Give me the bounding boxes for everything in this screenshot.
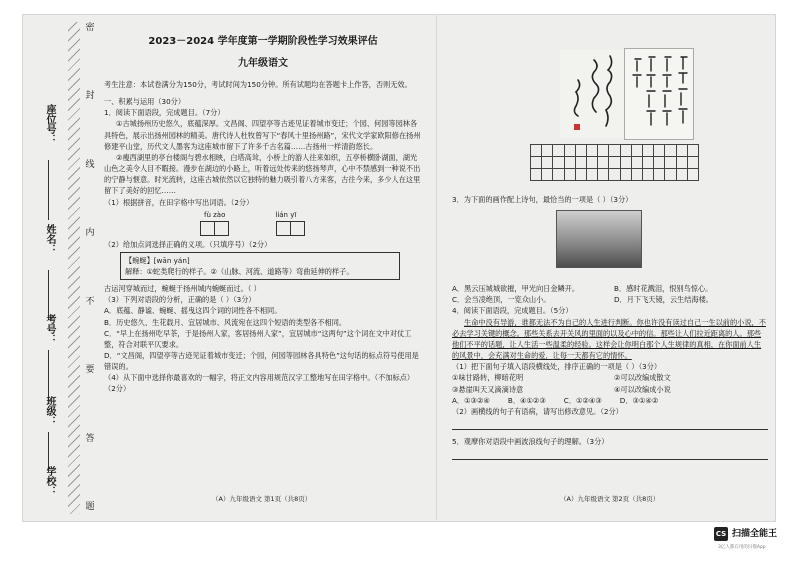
page-one (104, 34, 422, 395)
question-1-2-line: 古运河穿城而过，蜿蜒于扬州城内蜿蜒而过。（ ） (104, 284, 261, 294)
answer-line[interactable] (452, 417, 768, 430)
seal-char: 线 (85, 159, 95, 170)
q4-sentence-4: ④可以改编成小说 (614, 384, 671, 394)
question-5: 5．观摩你对语段中画波浪线句子的理解。（3分） (452, 437, 609, 447)
question-1-2: （2）给加点词选择正确的义项。（只填序号）（2分） (104, 239, 272, 249)
seal-char: 密 (85, 23, 95, 33)
dict-definition: 解释：①蛇类爬行的样子。②（山脉、河流、道路等）弯曲延伸的样子。 (125, 266, 354, 276)
school-label: 学校： (44, 466, 55, 496)
camscanner-name: 扫描全能王 (732, 529, 778, 539)
q4-option-a: A．①③②④ (452, 395, 490, 405)
camscanner-tagline: 3亿人都在用的扫描App (718, 545, 766, 550)
q4-option-c: C．①②④③ (563, 395, 602, 405)
pinyin-b: lián yī (275, 210, 297, 219)
name-line (48, 270, 49, 320)
option-d: D．“文昌阁，四望亭等古迹见证着城市变迁；个园，何园等园林各具特色”这句话的标点符号使用是错误的。 (104, 350, 419, 372)
box-pair-a[interactable] (200, 221, 228, 236)
seal-char: 答 (85, 433, 95, 444)
passage-para-2: ②瘦西湖里的亭台楼阁与碧水相映，白塔高耸，小桥上的游人往来如织，五亭桥横卧湖面，湖光山色之美令人目不暇接。漫步在湖边的小路上，听着远处传来的悠扬琴声，心中不禁感到一种说不出的宁静与惬意。时光流转，这座古城依然以它独特的魅力吸引着八方来客，古往今来，多少人在这里留下了美好的回忆…… (104, 152, 421, 196)
page-one-footer: （A）九年级语文 第1页（共8页） (212, 495, 312, 503)
dictionary-box (120, 252, 400, 280)
pinyin-row (204, 210, 422, 221)
answer-line[interactable] (452, 447, 768, 460)
q4-sentences (452, 372, 768, 394)
writing-grid[interactable] (530, 144, 698, 188)
name-label: 姓名： (44, 224, 55, 254)
box-pair-b[interactable] (276, 221, 304, 236)
exam-title: 2023－2024 学年度第一学期阶段性学习效果评估 (148, 36, 378, 47)
dict-entry: 【蜿蜒】[wān yán] (125, 255, 190, 265)
calligraphy-sample-a (560, 50, 624, 138)
question-3-options (452, 283, 768, 305)
q4-option-d: D．③①④② (619, 395, 659, 405)
seal-char: 题 (85, 501, 95, 512)
question-4-2: （2）画横线的句子有语病，请写出修改意见。（2分） (452, 406, 623, 416)
calligraphy-sample-b (624, 48, 694, 140)
q4-sentence-1: ①味甘路转，柳暗花明 (452, 373, 524, 383)
question-3: 3．为下面的画作配上诗句，最恰当的一项是（ ）（3分） (452, 195, 633, 204)
question-1-1: （1）根据拼音，在田字格中写出词语。（2分） (104, 197, 254, 207)
page-fold (436, 14, 438, 520)
seat-line (48, 160, 49, 220)
seal-char: 要 (85, 365, 95, 376)
seat-label: 座位号： (44, 104, 55, 144)
q4-option-b: B．④①②③ (507, 395, 546, 405)
question-1-3: （3）下列对语段的分析，正确的是（ ）（3分） (104, 295, 256, 305)
q3-option-c: C．会当凌绝顶，一览众山小。 (452, 295, 551, 305)
question-1: 1．阅读下面语段，完成题目。（7分） (104, 108, 225, 118)
page-two-footer: （A）九年级语文 第2页（共8页） (560, 495, 660, 503)
exam-subject: 九年级语文 (238, 57, 288, 69)
q3-option-d: D．月下飞天镜，云生结海楼。 (614, 295, 713, 305)
seal-char: 封 (85, 91, 95, 102)
camscanner-logo: CS (714, 527, 728, 541)
passage-para-1: ①古城扬州历史悠久，底蕴深厚。文昌阁、四望亭等古迹见证着城市变迁；个园、何园等园林各具特色，展示出扬州园林的精美。唐代诗人杜牧曾写下“春风十里扬州路”，宋代文学家欧阳修在扬州修建平山堂，历代文人墨客为这座城市留下了许多千古名篇……古扬州一样清韵悠长。 (104, 119, 421, 151)
q3-option-b: B．感时花溅泪，恨别鸟惊心。 (614, 284, 713, 294)
option-c: C．“早上在扬州吃早茶，于是扬州人家，客居扬州人家”，宜居城市“这两句”这个词在文中对仗工整，符合对联平仄要求。 (104, 328, 412, 349)
exam-notice: 考生注意：本试卷满分为150分，考试时间为150分钟。所有试题均在答题卡上作答，否则无效。 (104, 80, 412, 89)
seal-line-text (84, 24, 96, 512)
seal-char: 不 (85, 296, 95, 307)
q4-options (452, 395, 768, 406)
class-label: 班级： (44, 396, 55, 426)
pinyin-a: fù zào (204, 210, 226, 219)
option-a: A．底蕴、静谧、蜿蜒、摇曳这四个词的词性各不相同。 (104, 306, 282, 316)
q4-sentence-3: ③悬崖叫天又滴滴诗意 (452, 384, 524, 394)
question-4: 4．阅读下面语段，完成题目。（5分） (452, 306, 573, 316)
answer-boxes (200, 221, 422, 236)
binding-strip (26, 20, 114, 515)
id-label: 考号： (44, 314, 55, 344)
question-4-1: （1）把下面句子填入语段横线处，排序正确的一项是（ ）（3分） (452, 362, 662, 372)
seal-char: 内 (85, 228, 95, 239)
question-4-passage: 生命中没有导游，谁都无法不为自己的人生进行判断。你也许没有读过自己一生以前的小说，不必去学习关键的概念。那些关系去开关风的里面的以及心中的信。那些让人们拉近距离的人。那些他们不平的话题，让人生活一些温柔的经验。这样会让你明白那个人生规律的真相，在你面前人生的风景中，会充满对生命的爱，让每一天都有它的情怀。 (452, 317, 766, 361)
q4-sentence-2: ②可以改编成散文 (614, 373, 671, 383)
option-b: B．历史悠久、生花载月、宜居城市、风流宛在这四个短语的类型各不相同。 (104, 317, 347, 327)
q3-option-a: A．黑云压城城欲摧，甲光向日金鳞开。 (452, 284, 580, 294)
id-line (48, 350, 49, 400)
section-heading: 一、积累与运用（30分） (104, 97, 186, 107)
question-1-4: （4）从下面中选择你最喜欢的一幅字，将正文内容用规范汉字工整地写在田字格中。（不加标点）（2分） (104, 373, 415, 394)
landscape-painting (556, 210, 642, 268)
